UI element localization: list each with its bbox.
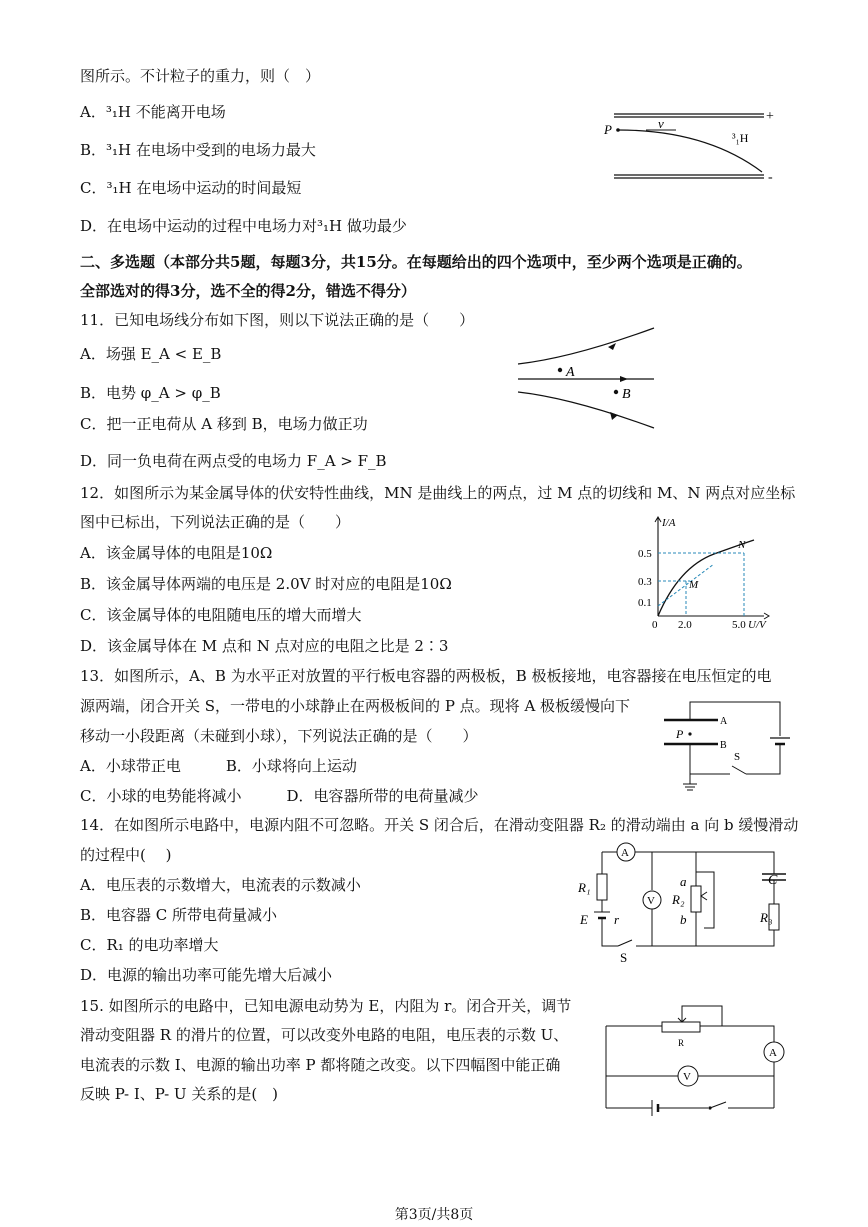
ammeter-label: A [769,1047,777,1059]
question-12-cont: 图中已标出，下列说法正确的是（ ） [80,513,351,531]
question-14: 14．在如图所示电路中，电源内阻不可忽略。开关 S 闭合后，在滑动变阻器 R₂ 的滑动端由 a 向 b 缓慢滑动 [80,816,799,834]
q12-option-b: B．该金属导体两端的电压是 2.0V 时对应的电阻是10Ω [80,575,452,593]
q14-option-a: A．电压表的示数增大，电流表的示数减小 [80,876,361,894]
label-r: R [678,1038,685,1048]
q11-option-b: B．电势 φ_A > φ_B [80,384,221,402]
label-r: r [614,912,620,927]
iv-curve-figure [634,512,774,632]
point-p: P [676,727,684,741]
tick-03: 0.3 [638,576,652,588]
page-footer: 第3页/共8页 [394,1207,474,1223]
tick-01: 0.1 [638,597,652,609]
label-a: A [566,365,575,380]
field-lines-figure [512,322,662,434]
tick-5: 5.0 [732,619,746,631]
plate-a: A [720,716,728,727]
option-a: A．³₁H 不能离开电场 [80,103,226,121]
label-p: P [604,122,612,137]
q11-option-d: D．同一负电荷在两点受的电场力 F_A > F_B [80,452,387,470]
q13-options-cd: C．小球的电势能将减小 D．电容器所带的电荷量减少 [80,787,479,805]
label-b: b [680,912,687,927]
option-b: B．³₁H 在电场中受到的电场力最大 [80,141,316,159]
question-13-cont: 源两端，闭合开关 S，一带电的小球静止在两极板间的 P 点。现将 A 极板缓慢向下 [80,697,631,715]
q14-option-d: D．电源的输出功率可能先增大后减小 [80,966,333,984]
capacitor-circuit-figure [656,696,796,800]
section-heading: 二、多选题（本部分共5题，每题3分，共15分。在每题给出的四个选项中，至少两个选项是正确的。 [80,253,752,271]
rheostat-circuit-figure [574,842,794,966]
q12-option-a: A．该金属导体的电阻是10Ω [80,544,273,562]
point-n: N [738,539,746,551]
label-r1: R₁ [578,880,591,895]
label-b: B [622,387,631,402]
label-plus: + [766,109,774,124]
voltmeter-label: V [647,895,655,907]
plate-b: B [720,740,727,751]
label-v: v [658,116,664,131]
y-axis-label: I/A [662,517,676,529]
q12-option-c: C．该金属导体的电阻随电压的增大而增大 [80,606,362,624]
label-s: S [620,950,628,965]
ammeter-label: A [621,847,629,859]
variable-resistor-circuit-figure [598,996,792,1116]
deflection-figure [596,100,786,190]
q11-option-c: C．把一正电荷从 A 移到 B，电场力做正功 [80,415,368,433]
option-c: C．³₁H 在电场中运动的时间最短 [80,179,302,197]
label-a: a [680,874,687,889]
point-m: M [689,579,699,591]
label-minus: - [768,170,773,185]
tick-2: 2.0 [678,619,692,631]
q12-option-d: D．该金属导体在 M 点和 N 点对应的电阻之比是 2∶3 [80,637,449,655]
question-15-cont2: 电流表的示数 I、电源的输出功率 P 都将随之改变。以下四幅图中能正确 [80,1056,561,1074]
question-14-cont: 的过程中( ) [80,846,172,864]
section-heading-cont: 全部选对的得3分，选不全的得2分，错选不得分） [80,282,416,300]
question-15: 15. 如图所示的电路中，已知电源电动势为 E，内阻为 r。闭合开关，调节 [80,997,572,1015]
question-13: 13．如图所示，A、B 为水平正对放置的平行板电容器的两极板，B 极板接地，电容器接在电压恒定的电 [80,667,772,685]
option-d: D．在电场中运动的过程中电场力对³₁H 做功最少 [80,217,407,235]
x-axis-label: U/V [748,619,766,631]
label-c: C [768,873,778,888]
question-13-cont2: 移动一小段距离（未碰到小球），下列说法正确的是（ ） [80,727,478,745]
q11-option-a: A．场强 E_A < E_B [80,345,222,363]
question-11: 11．已知电场线分布如下图，则以下说法正确的是（ ） [80,311,475,329]
label-e: E [580,912,588,927]
question-15-cont: 滑动变阻器 R 的滑片的位置，可以改变外电路的电阻，电压表的示数 U、 [80,1026,569,1044]
label-isotope: ³₁H [732,131,749,145]
switch-s: S [734,751,741,763]
q14-option-c: C．R₁ 的电功率增大 [80,936,219,954]
q13-options-ab: A．小球带正电 B．小球将向上运动 [80,757,357,775]
tick-05: 0.5 [638,548,652,560]
tick-0: 0 [652,619,658,631]
label-r3: R₃ [760,910,773,925]
question-12: 12．如图所示为某金属导体的伏安特性曲线，MN 是曲线上的两点，过 M 点的切线和 M、N 两点对应坐标 [80,484,796,502]
label-r2: R₂ [672,892,685,907]
q14-option-b: B．电容器 C 所带电荷量减小 [80,906,278,924]
text-line: 图所示。不计粒子的重力，则（ ） [80,67,321,85]
question-15-cont3: 反映 P- I、P- U 关系的是( ) [80,1085,279,1103]
voltmeter-label: V [683,1071,691,1083]
